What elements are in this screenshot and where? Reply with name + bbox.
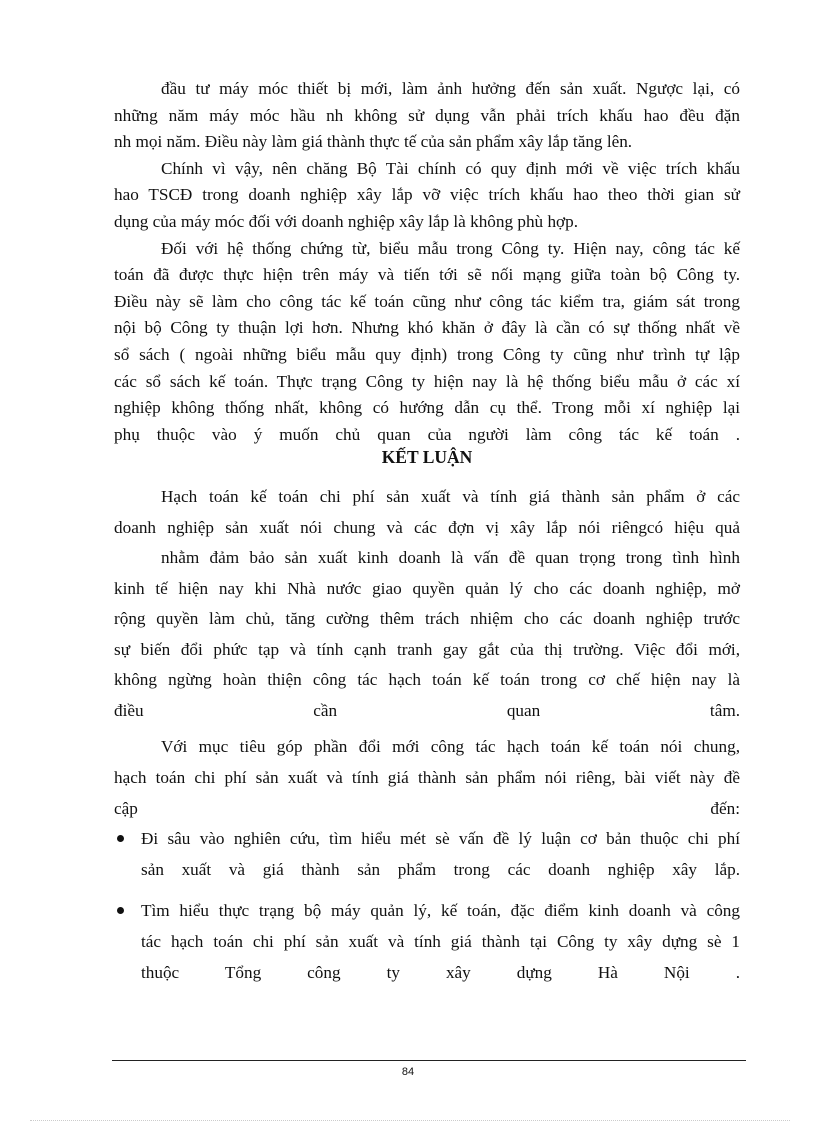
text-line: Đi sâu vào nghiên cứu, tìm hiểu mét sè vấn đề lý luận cơ bản thuộc chi phí — [141, 829, 740, 848]
text-line: Điều này sẽ làm cho công tác kế toán cũng như công tác kiểm tra, giám sát trong — [114, 291, 740, 311]
text-line: tác hạch toán chi phí sản xuất và tính giá thành tại Công ty xây dựng sè 1 — [141, 932, 740, 951]
text-line: kinh tế hiện nay khi Nhà nước giao quyền quản lý cho các doanh nghiệp, mở — [114, 578, 740, 598]
bullet-icon — [117, 907, 124, 914]
text-line: Với mục tiêu góp phần đổi mới công tác hạch toán kế toán nói chung, — [161, 737, 740, 756]
text-line: nội bộ Công ty thuận lợi hơn. Nhưng khó khăn ở đây là cần có sự thống nhất về — [114, 318, 740, 338]
text-line: thuộc Tổng công ty xây dựng Hà Nội . — [141, 963, 740, 982]
list-item — [114, 823, 740, 885]
page-edge-divider — [30, 1120, 790, 1121]
text-line: sổ sách ( ngoài những biểu mẫu quy định) trong Công ty cũng như trình tự lập — [114, 344, 740, 364]
text-line: cập đến: — [114, 799, 740, 818]
text-line: các sổ sách kế toán. Thực trạng Công ty hiện nay là hệ thống biểu mẫu ở các xí — [114, 371, 740, 391]
bullet-list — [114, 823, 740, 998]
text-line: không ngừng hoàn thiện công tác hạch toán kế toán trong cơ chế hiện nay là — [114, 670, 740, 689]
paragraph-depreciation — [114, 76, 740, 448]
text-line: Đối với hệ thống chứng từ, biểu mẫu trong Công ty. Hiện nay, công tác kế — [161, 238, 740, 258]
text-line: Hạch toán kế toán chi phí sản xuất và tính giá thành sản phẩm ở các — [161, 487, 740, 506]
page-number: 84 — [401, 1066, 415, 1078]
text-line: sự biến đổi phức tạp và tính cạnh tranh gay gắt của thị trường. Việc đổi mới, — [114, 639, 740, 659]
bullet-icon — [117, 835, 124, 842]
text-line: những năm máy móc hầu nh không sử dụng vẫn phải trích khấu hao đều đặn — [114, 105, 740, 125]
list-item — [114, 895, 740, 988]
text-line: sản xuất và giá thành sản phẩm trong các doanh nghiệp xây lắp. — [141, 860, 740, 879]
text-line: doanh nghiệp sản xuất nói chung và các đợn vị xây lắp nói riêngcó hiệu quả — [114, 517, 740, 537]
text-line: Tìm hiểu thực trạng bộ máy quản lý, kế toán, đặc điểm kinh doanh và công — [141, 901, 740, 920]
text-line: Chính vì vậy, nên chăng Bộ Tài chính có quy định mới về việc trích khấu — [161, 158, 740, 178]
text-line: đầu tư máy móc thiết bị mới, làm ảnh hưởng đến sản xuất. Ngược lại, có — [161, 79, 740, 98]
text-line: phụ thuộc vào ý muốn chủ quan của người làm công tác kế toán . — [114, 424, 740, 444]
text-line: hao TSCĐ trong doanh nghiệp xây lắp vỡ việc trích khấu hao theo thời gian sử — [114, 185, 740, 205]
paragraph-conclusion — [114, 482, 740, 726]
footer-divider — [112, 1060, 746, 1061]
paragraph-objectives — [114, 731, 740, 824]
text-line: nghiệp không thống nhất, không có hướng dẫn cụ thể. Trong mỗi xí nghiệp lại — [114, 398, 740, 418]
text-line: nh mọi năm. Điều này làm giá thành thực tế của sản phẩm xây lắp tăng lên. — [114, 132, 633, 152]
section-heading: KẾT LUẬN — [381, 447, 473, 467]
text-line: nhằm đảm bảo sản xuất kinh doanh là vấn đề quan trọng trong tình hình — [161, 548, 740, 567]
text-line: hạch toán chi phí sản xuất và tính giá thành sản phẩm nói riêng, bài viết này đề — [114, 768, 740, 787]
text-line: rộng quyền làm chủ, tăng cường thêm trách nhiệm cho các doanh nghiệp trước — [114, 609, 740, 628]
text-line: dụng của máy móc đối với doanh nghiệp xây lắp là không phù hợp. — [114, 211, 579, 231]
text-line: toán đã được thực hiện trên máy và tiến tới sẽ nối mạng giữa toàn bộ Công ty. — [114, 265, 740, 285]
text-line: điều cần quan tâm. — [114, 700, 740, 720]
